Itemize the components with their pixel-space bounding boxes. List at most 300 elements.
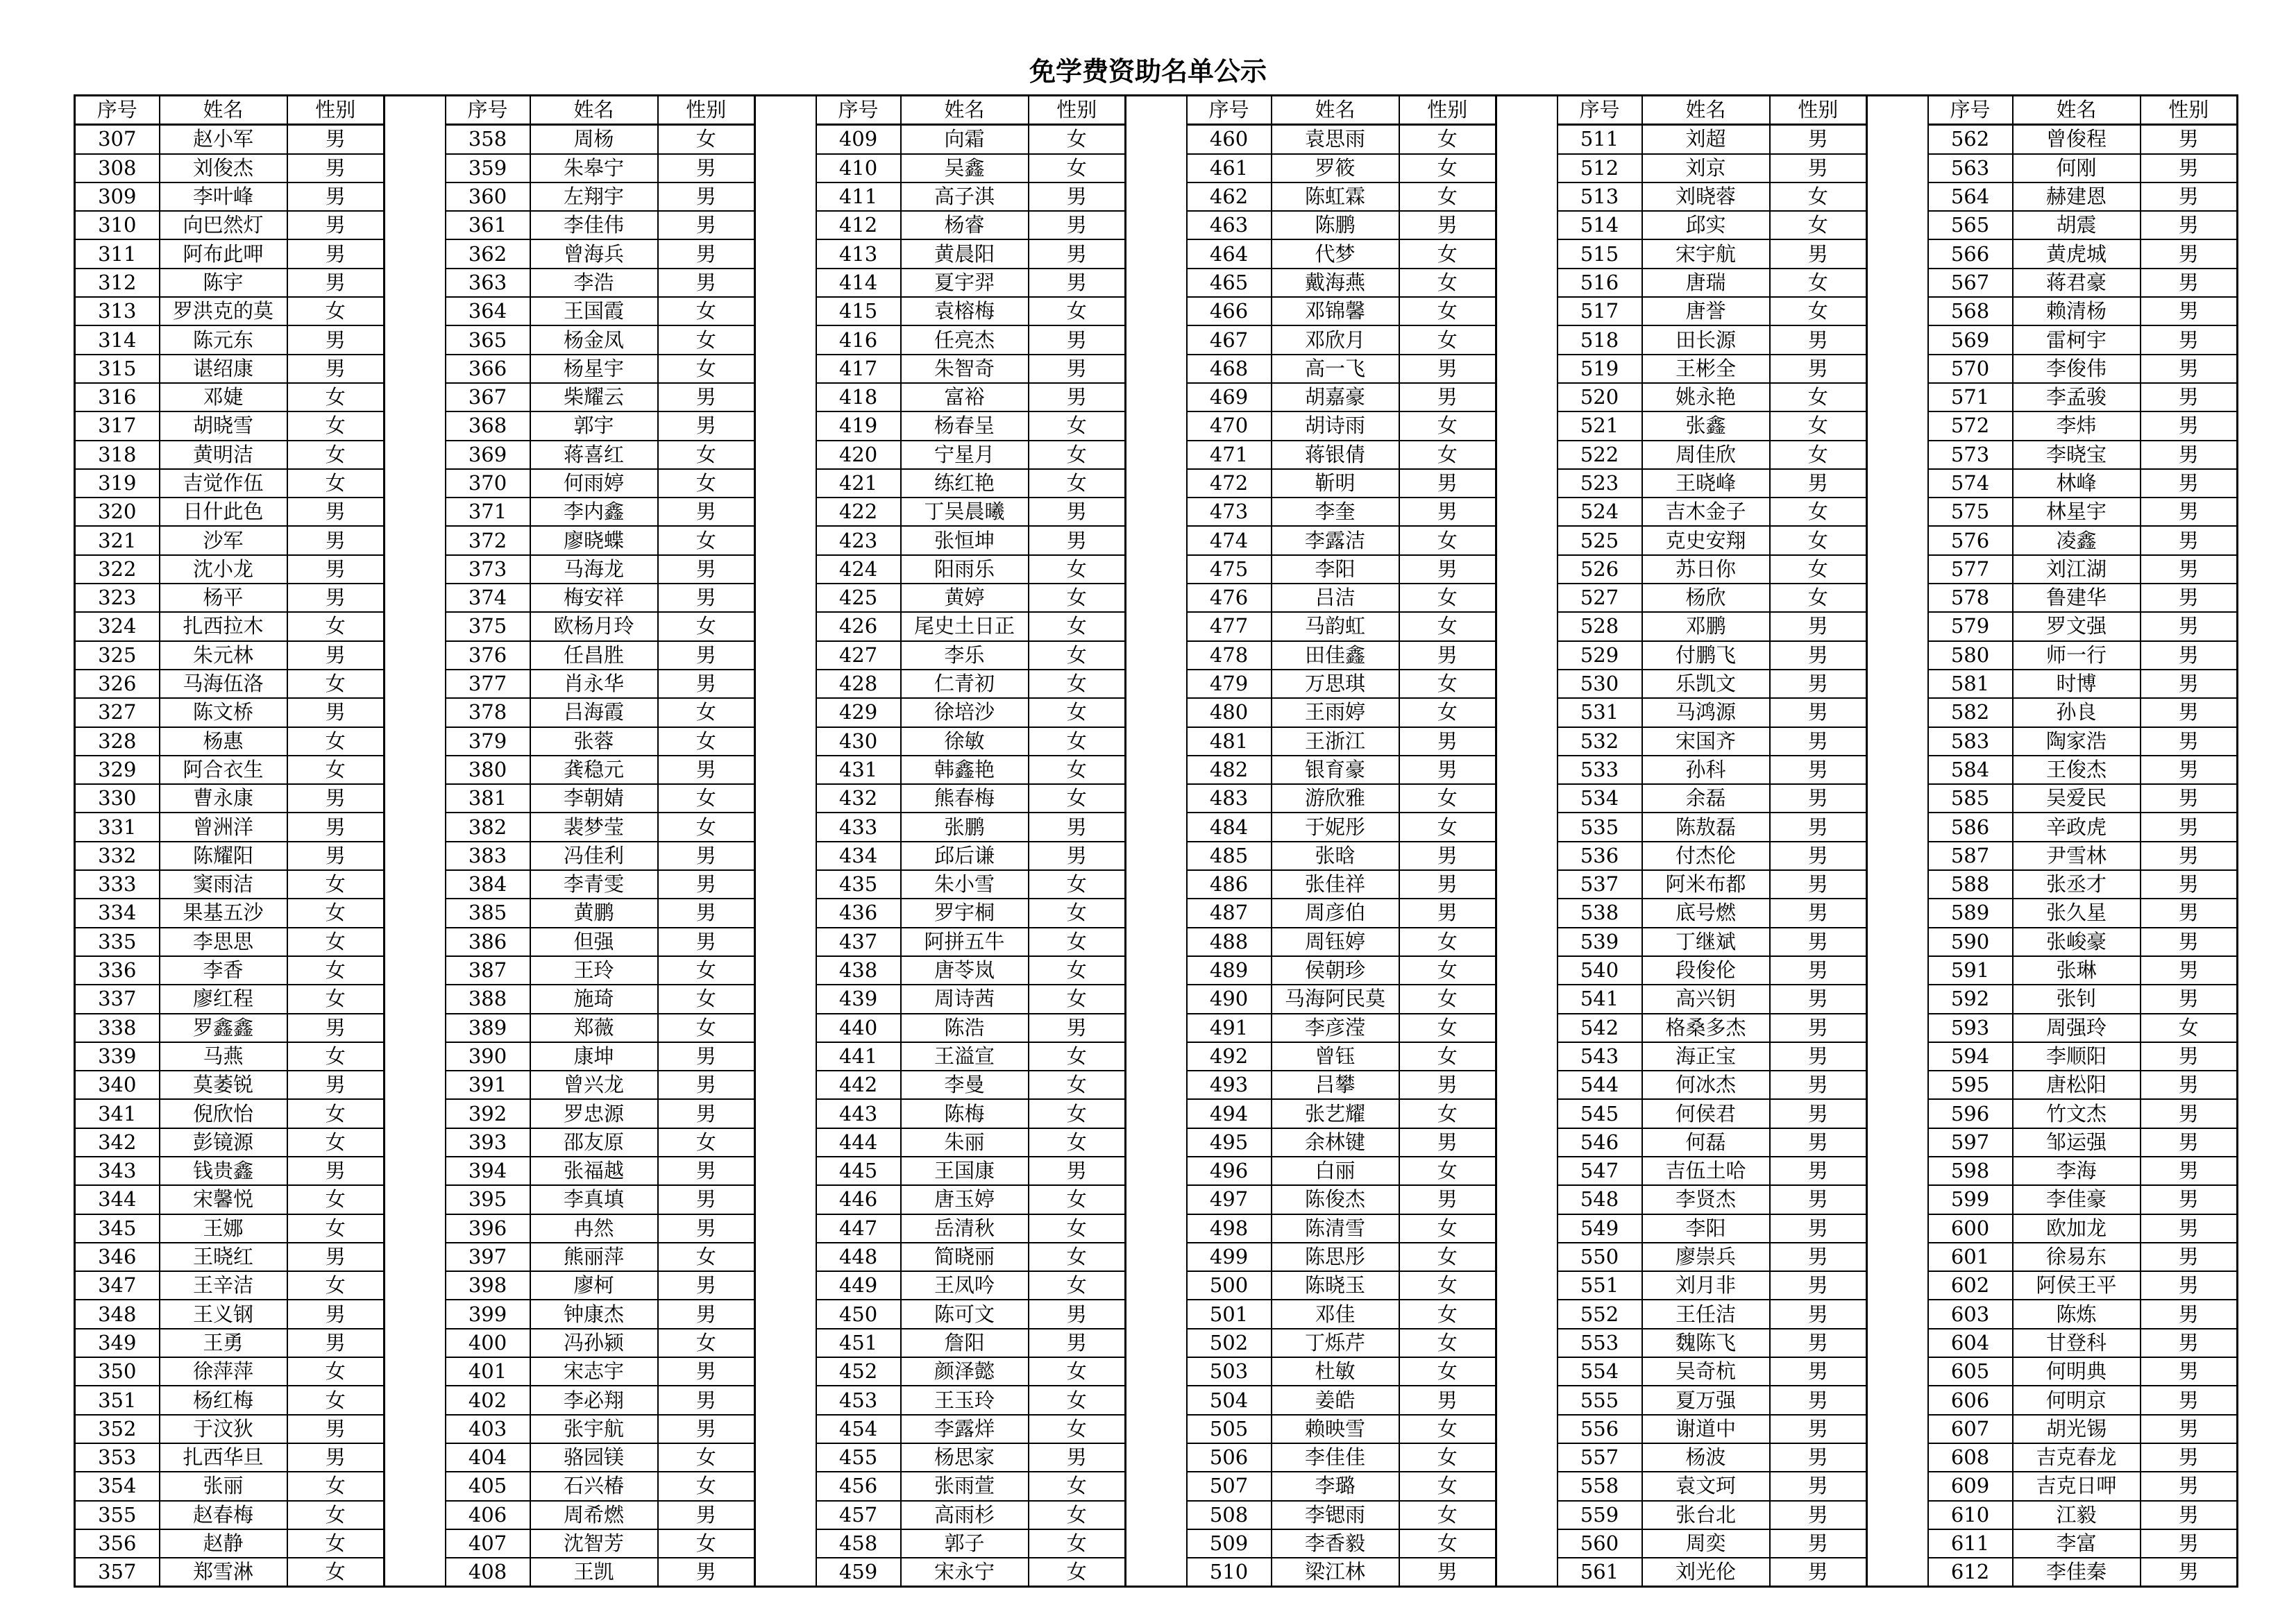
cell-index: 610: [1928, 1501, 2013, 1529]
cell-name: 杨春呈: [901, 411, 1029, 440]
block-gap: [1126, 584, 1187, 612]
cell-gender: 男: [1770, 1501, 1867, 1529]
cell-index: 435: [816, 870, 901, 899]
cell-gender: 女: [287, 1185, 385, 1214]
block-gap: [1126, 1386, 1187, 1414]
table-row: [75, 1014, 2238, 1042]
cell-gender: 男: [2141, 1558, 2238, 1587]
cell-gender: 女: [287, 1099, 385, 1128]
cell-index: 411: [816, 182, 901, 211]
header-gender: 性别: [287, 96, 385, 125]
cell-gender: 男: [287, 1443, 385, 1472]
cell-name: 李浩: [530, 269, 658, 297]
cell-gender: 女: [1029, 985, 1126, 1013]
cell-gender: 男: [1770, 1357, 1867, 1386]
cell-name: 李彦滢: [1272, 1014, 1399, 1042]
cell-name: 吉木金子: [1642, 498, 1770, 526]
block-gap: [1126, 1071, 1187, 1099]
cell-name: 王任洁: [1642, 1300, 1770, 1328]
block-gap: [1496, 1415, 1558, 1443]
cell-index: 473: [1187, 498, 1272, 526]
cell-index: 474: [1187, 526, 1272, 554]
cell-name: 戴海燕: [1272, 269, 1399, 297]
cell-gender: 男: [1770, 612, 1867, 640]
cell-index: 552: [1558, 1300, 1642, 1328]
table-row: [75, 383, 2238, 411]
table-row: [75, 1472, 2238, 1500]
cell-gender: 男: [1029, 355, 1126, 383]
cell-name: 李内鑫: [530, 498, 658, 526]
cell-name: 杨星宇: [530, 355, 658, 383]
cell-gender: 男: [2141, 1329, 2238, 1357]
cell-gender: 男: [2141, 411, 2238, 440]
cell-name: 李锶雨: [1272, 1501, 1399, 1529]
cell-name: 何明典: [2013, 1357, 2141, 1386]
cell-index: 539: [1558, 928, 1642, 956]
block-gap: [1126, 727, 1187, 756]
cell-index: 312: [75, 269, 160, 297]
cell-index: 607: [1928, 1415, 2013, 1443]
cell-index: 409: [816, 125, 901, 154]
cell-index: 484: [1187, 813, 1272, 841]
cell-name: 李璐: [1272, 1472, 1399, 1500]
cell-index: 311: [75, 239, 160, 268]
block-gap: [1867, 1300, 1928, 1328]
cell-gender: 女: [1770, 498, 1867, 526]
cell-gender: 女: [658, 325, 755, 354]
cell-index: 561: [1558, 1558, 1642, 1587]
cell-gender: 男: [2141, 1472, 2238, 1500]
cell-name: 格桑多杰: [1642, 1014, 1770, 1042]
cell-name: 王娜: [160, 1214, 287, 1243]
block-gap: [1496, 555, 1558, 584]
cell-gender: 男: [1770, 355, 1867, 383]
table-row: [75, 985, 2238, 1013]
cell-index: 441: [816, 1042, 901, 1071]
cell-name: 邵友原: [530, 1128, 658, 1157]
block-gap: [1867, 784, 1928, 813]
cell-name: 徐萍萍: [160, 1357, 287, 1386]
block-gap: [1496, 1214, 1558, 1243]
cell-gender: 女: [1399, 1014, 1496, 1042]
cell-index: 317: [75, 411, 160, 440]
table-row: [75, 1415, 2238, 1443]
block-gap: [1867, 1357, 1928, 1386]
block-gap: [385, 1529, 446, 1558]
cell-index: 414: [816, 269, 901, 297]
block-gap: [755, 125, 816, 154]
block-gap: [1496, 1271, 1558, 1300]
cell-gender: 女: [658, 1472, 755, 1500]
cell-gender: 女: [658, 526, 755, 554]
cell-name: 杨睿: [901, 211, 1029, 239]
cell-gender: 男: [1770, 842, 1867, 870]
cell-gender: 女: [1399, 1501, 1496, 1529]
block-gap: [1867, 1157, 1928, 1185]
block-gap: [1867, 1386, 1928, 1414]
cell-gender: 男: [2141, 928, 2238, 956]
cell-index: 337: [75, 985, 160, 1013]
header-name: 姓名: [160, 96, 287, 125]
cell-name: 罗文强: [2013, 612, 2141, 640]
cell-name: 宋馨悦: [160, 1185, 287, 1214]
block-gap: [1496, 498, 1558, 526]
cell-gender: 男: [2141, 383, 2238, 411]
block-gap: [1126, 1099, 1187, 1128]
cell-gender: 女: [658, 727, 755, 756]
block-gap: [755, 269, 816, 297]
cell-index: 364: [446, 297, 530, 325]
block-gap: [1867, 355, 1928, 383]
cell-index: 507: [1187, 1472, 1272, 1500]
cell-index: 603: [1928, 1300, 2013, 1328]
cell-index: 380: [446, 756, 530, 784]
cell-gender: 男: [1770, 1415, 1867, 1443]
block-gap: [755, 698, 816, 726]
cell-name: 李富: [2013, 1529, 2141, 1558]
cell-index: 521: [1558, 411, 1642, 440]
block-gap: [1126, 641, 1187, 670]
block-gap: [1126, 498, 1187, 526]
cell-index: 327: [75, 698, 160, 726]
block-gap: [1126, 1357, 1187, 1386]
cell-index: 345: [75, 1214, 160, 1243]
cell-gender: 女: [1399, 1415, 1496, 1443]
cell-name: 日什此色: [160, 498, 287, 526]
cell-index: 458: [816, 1529, 901, 1558]
table-row: [75, 411, 2238, 440]
cell-gender: 女: [1399, 1300, 1496, 1328]
cell-gender: 女: [1399, 526, 1496, 554]
cell-gender: 男: [287, 584, 385, 612]
cell-index: 482: [1187, 756, 1272, 784]
cell-gender: 男: [658, 641, 755, 670]
cell-index: 600: [1928, 1214, 2013, 1243]
cell-name: 杜敏: [1272, 1357, 1399, 1386]
cell-name: 周佳欣: [1642, 441, 1770, 469]
cell-name: 鲁建华: [2013, 584, 2141, 612]
block-gap: [1867, 269, 1928, 297]
cell-index: 468: [1187, 355, 1272, 383]
cell-gender: 男: [1770, 1558, 1867, 1587]
cell-name: 袁榕梅: [901, 297, 1029, 325]
cell-gender: 男: [2141, 239, 2238, 268]
cell-name: 黄明洁: [160, 441, 287, 469]
cell-name: 吉伍土哈: [1642, 1157, 1770, 1185]
cell-index: 329: [75, 756, 160, 784]
cell-gender: 男: [1770, 239, 1867, 268]
cell-index: 591: [1928, 956, 2013, 985]
header-name: 姓名: [1272, 96, 1399, 125]
cell-index: 359: [446, 154, 530, 182]
block-gap: [1867, 1214, 1928, 1243]
cell-name: 吕攀: [1272, 1071, 1399, 1099]
cell-index: 559: [1558, 1501, 1642, 1529]
cell-gender: 女: [287, 1472, 385, 1500]
cell-gender: 女: [1399, 784, 1496, 813]
block-gap: [385, 584, 446, 612]
block-gap: [1126, 698, 1187, 726]
block-gap: [385, 1558, 446, 1587]
cell-name: 陈文桥: [160, 698, 287, 726]
cell-index: 368: [446, 411, 530, 440]
block-gap: [1867, 239, 1928, 268]
cell-index: 331: [75, 813, 160, 841]
header-index: 序号: [1187, 96, 1272, 125]
header-gender: 性别: [1399, 96, 1496, 125]
cell-gender: 男: [287, 154, 385, 182]
cell-gender: 男: [658, 1214, 755, 1243]
cell-gender: 女: [1399, 1042, 1496, 1071]
block-gap: [1126, 1214, 1187, 1243]
cell-name: 罗洪克的莫: [160, 297, 287, 325]
cell-name: 李思思: [160, 928, 287, 956]
block-gap: [385, 411, 446, 440]
cell-name: 陈俊杰: [1272, 1185, 1399, 1214]
cell-index: 434: [816, 842, 901, 870]
cell-index: 505: [1187, 1415, 1272, 1443]
cell-gender: 男: [2141, 670, 2238, 698]
cell-index: 459: [816, 1558, 901, 1587]
cell-index: 412: [816, 211, 901, 239]
cell-gender: 女: [1399, 1357, 1496, 1386]
cell-gender: 女: [1029, 956, 1126, 985]
cell-gender: 男: [2141, 469, 2238, 498]
cell-index: 598: [1928, 1157, 2013, 1185]
cell-index: 533: [1558, 756, 1642, 784]
cell-index: 342: [75, 1128, 160, 1157]
cell-name: 李香: [160, 956, 287, 985]
cell-gender: 男: [2141, 325, 2238, 354]
cell-index: 422: [816, 498, 901, 526]
cell-name: 余林键: [1272, 1128, 1399, 1157]
cell-name: 刘光伦: [1642, 1558, 1770, 1587]
cell-index: 541: [1558, 985, 1642, 1013]
cell-name: 石兴椿: [530, 1472, 658, 1500]
cell-name: 张丞才: [2013, 870, 2141, 899]
block-gap: [385, 612, 446, 640]
block-gap: [755, 297, 816, 325]
cell-name: 朱皋宁: [530, 154, 658, 182]
cell-index: 323: [75, 584, 160, 612]
cell-index: 485: [1187, 842, 1272, 870]
cell-name: 高一飞: [1272, 355, 1399, 383]
cell-gender: 男: [658, 1558, 755, 1587]
cell-gender: 男: [2141, 784, 2238, 813]
cell-gender: 女: [287, 870, 385, 899]
cell-index: 315: [75, 355, 160, 383]
cell-name: 向霜: [901, 125, 1029, 154]
block-gap: [1126, 756, 1187, 784]
cell-index: 425: [816, 584, 901, 612]
cell-gender: 女: [287, 612, 385, 640]
cell-index: 494: [1187, 1099, 1272, 1128]
block-gap: [755, 469, 816, 498]
cell-index: 310: [75, 211, 160, 239]
block-gap: [1126, 325, 1187, 354]
cell-gender: 女: [287, 1501, 385, 1529]
cell-name: 陈敖磊: [1642, 813, 1770, 841]
block-gap: [1496, 985, 1558, 1013]
cell-name: 陈宇: [160, 269, 287, 297]
table-row: [75, 899, 2238, 927]
cell-index: 536: [1558, 842, 1642, 870]
cell-index: 573: [1928, 441, 2013, 469]
cell-name: 刘超: [1642, 125, 1770, 154]
block-gap: [385, 211, 446, 239]
header-gender: 性别: [1029, 96, 1126, 125]
cell-name: 尹雪林: [2013, 842, 2141, 870]
cell-index: 532: [1558, 727, 1642, 756]
cell-index: 545: [1558, 1099, 1642, 1128]
table-row: [75, 928, 2238, 956]
cell-index: 477: [1187, 612, 1272, 640]
cell-index: 531: [1558, 698, 1642, 726]
cell-gender: 女: [658, 469, 755, 498]
header-index: 序号: [446, 96, 530, 125]
cell-index: 370: [446, 469, 530, 498]
cell-name: 何侯君: [1642, 1099, 1770, 1128]
cell-name: 张丽: [160, 1472, 287, 1500]
cell-index: 580: [1928, 641, 2013, 670]
cell-index: 517: [1558, 297, 1642, 325]
cell-index: 486: [1187, 870, 1272, 899]
cell-name: 黄晨阳: [901, 239, 1029, 268]
table-row: [75, 1300, 2238, 1328]
block-gap: [1867, 96, 1928, 125]
cell-name: 陈浩: [901, 1014, 1029, 1042]
cell-index: 543: [1558, 1042, 1642, 1071]
cell-index: 535: [1558, 813, 1642, 841]
block-gap: [1867, 297, 1928, 325]
cell-name: 陈清雪: [1272, 1214, 1399, 1243]
cell-index: 611: [1928, 1529, 2013, 1558]
cell-name: 朱丽: [901, 1128, 1029, 1157]
cell-name: 杨波: [1642, 1443, 1770, 1472]
table-row: [75, 1529, 2238, 1558]
cell-index: 463: [1187, 211, 1272, 239]
cell-name: 曾钰: [1272, 1042, 1399, 1071]
cell-name: 邓鹏: [1642, 612, 1770, 640]
block-gap: [1867, 411, 1928, 440]
block-gap: [1867, 1271, 1928, 1300]
block-gap: [385, 870, 446, 899]
cell-index: 447: [816, 1214, 901, 1243]
block-gap: [1496, 670, 1558, 698]
block-gap: [755, 1042, 816, 1071]
cell-index: 549: [1558, 1214, 1642, 1243]
cell-index: 499: [1187, 1243, 1272, 1271]
cell-name: 曾洲洋: [160, 813, 287, 841]
cell-gender: 女: [1029, 1529, 1126, 1558]
block-gap: [755, 1214, 816, 1243]
block-gap: [1496, 1558, 1558, 1587]
block-gap: [755, 1099, 816, 1128]
cell-name: 刘月非: [1642, 1271, 1770, 1300]
cell-gender: 男: [287, 325, 385, 354]
cell-name: 孙良: [2013, 698, 2141, 726]
cell-index: 547: [1558, 1157, 1642, 1185]
cell-index: 423: [816, 526, 901, 554]
block-gap: [1126, 383, 1187, 411]
block-gap: [1867, 1014, 1928, 1042]
cell-index: 514: [1558, 211, 1642, 239]
block-gap: [1126, 1300, 1187, 1328]
cell-name: 张久星: [2013, 899, 2141, 927]
cell-index: 512: [1558, 154, 1642, 182]
cell-gender: 男: [2141, 355, 2238, 383]
cell-index: 318: [75, 441, 160, 469]
cell-gender: 女: [1029, 1558, 1126, 1587]
roster-table: [74, 94, 2238, 1588]
cell-index: 405: [446, 1472, 530, 1500]
cell-gender: 男: [1399, 1185, 1496, 1214]
cell-gender: 男: [1770, 756, 1867, 784]
cell-gender: 女: [1029, 555, 1126, 584]
cell-index: 523: [1558, 469, 1642, 498]
cell-gender: 男: [1029, 1014, 1126, 1042]
cell-name: 马鸿源: [1642, 698, 1770, 726]
cell-gender: 女: [1399, 584, 1496, 612]
cell-name: 凌鑫: [2013, 526, 2141, 554]
block-gap: [1867, 584, 1928, 612]
cell-index: 556: [1558, 1415, 1642, 1443]
block-gap: [385, 1243, 446, 1271]
table-row: [75, 1501, 2238, 1529]
cell-index: 361: [446, 211, 530, 239]
cell-index: 581: [1928, 670, 2013, 698]
cell-gender: 男: [658, 1271, 755, 1300]
cell-name: 付鹏飞: [1642, 641, 1770, 670]
cell-name: 袁思雨: [1272, 125, 1399, 154]
cell-index: 432: [816, 784, 901, 813]
cell-index: 495: [1187, 1128, 1272, 1157]
table-row: [75, 1443, 2238, 1472]
cell-gender: 男: [658, 239, 755, 268]
block-gap: [1867, 1243, 1928, 1271]
cell-gender: 女: [287, 441, 385, 469]
block-gap: [1126, 411, 1187, 440]
cell-gender: 女: [1399, 411, 1496, 440]
cell-index: 440: [816, 1014, 901, 1042]
cell-index: 585: [1928, 784, 2013, 813]
cell-index: 451: [816, 1329, 901, 1357]
cell-index: 416: [816, 325, 901, 354]
block-gap: [385, 727, 446, 756]
cell-name: 张恒坤: [901, 526, 1029, 554]
cell-index: 566: [1928, 239, 2013, 268]
cell-gender: 女: [658, 125, 755, 154]
cell-gender: 女: [1770, 182, 1867, 211]
cell-gender: 男: [658, 555, 755, 584]
cell-name: 吉克日呷: [2013, 1472, 2141, 1500]
block-gap: [1867, 1185, 1928, 1214]
block-gap: [1126, 928, 1187, 956]
cell-index: 389: [446, 1014, 530, 1042]
block-gap: [755, 1157, 816, 1185]
cell-name: 岳清秋: [901, 1214, 1029, 1243]
block-gap: [755, 1415, 816, 1443]
table-row: [75, 441, 2238, 469]
cell-gender: 女: [1770, 383, 1867, 411]
cell-name: 何雨婷: [530, 469, 658, 498]
block-gap: [385, 469, 446, 498]
cell-index: 395: [446, 1185, 530, 1214]
header-index: 序号: [1558, 96, 1642, 125]
cell-index: 406: [446, 1501, 530, 1529]
cell-gender: 男: [287, 555, 385, 584]
cell-name: 李佳秦: [2013, 1558, 2141, 1587]
